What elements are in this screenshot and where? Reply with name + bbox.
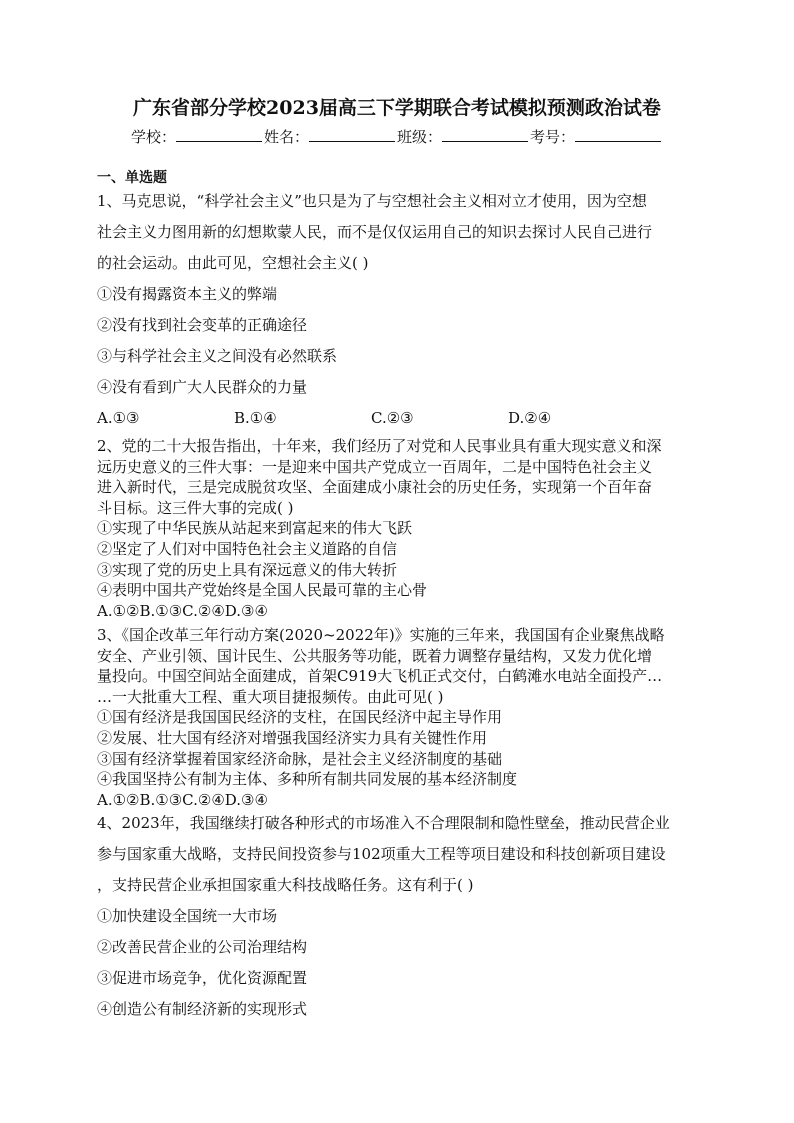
question-2-choices: A.①②B.①③C.②④D.③④ <box>97 601 268 620</box>
question-2-stem-line-2: 远历史意义的三件大事：一是迎来中国共产党成立一百周年，二是中国特色社会主义 <box>97 457 653 476</box>
question-3-option-2: ②发展、壮大国有经济对增强我国经济实力具有关键性作用 <box>97 728 488 747</box>
name-label: 姓名： <box>263 128 309 146</box>
question-1-choice-c: C.②③ <box>371 409 414 427</box>
question-4-stem-line-2: 参与国家重大战略，支持民间投资参与102项重大工程等项目建设和科技创新项目建设 <box>97 845 666 863</box>
question-1-option-2: ②没有找到社会变革的正确途径 <box>97 316 308 334</box>
number-label: 考号： <box>530 128 576 146</box>
question-3-stem-line-2: 安全、产业引领、国计民生、公共服务等功能，既着力调整存量结构，又发力优化增 <box>97 646 653 665</box>
question-4 <box>97 808 670 1025</box>
question-2-stem-line-3: 进入新时代，三是完成脱贫攻坚、全面建成小康社会的历史任务，实现第一个百年奋 <box>97 478 653 497</box>
question-2-stem-line-4: 斗目标。这三件大事的完成( ) <box>97 498 294 517</box>
question-1-choice-a: A.①③ <box>97 409 140 427</box>
question-3-choices: A.①②B.①③C.②④D.③④ <box>97 790 268 809</box>
question-1-option-4: ④没有看到广大人民群众的力量 <box>97 378 308 396</box>
question-1-option-3: ③与科学社会主义之间没有必然联系 <box>97 347 338 365</box>
question-3-stem-line-1: 3、《国企改革三年行动方案(2020~2022年)》实施的三年来，我国国有企业聚焦战略 <box>97 626 665 644</box>
question-3-stem-line-4: …一大批重大工程、重大项目捷报频传。由此可见( ) <box>97 687 444 706</box>
question-2-option-2: ②坚定了人们对中国特色社会主义道路的自信 <box>97 539 398 558</box>
question-4-stem-line-1: 4、2023年，我国继续打破各种形式的市场准入不合理限制和隐性壁垒，推动民营企业 <box>97 814 670 832</box>
question-4-option-3: ③促进市场竞争，优化资源配置 <box>97 969 308 987</box>
question-2 <box>97 436 662 621</box>
question-1-choice-d: D.②④ <box>508 409 552 427</box>
question-4-option-2: ②改善民营企业的公司治理结构 <box>97 938 308 956</box>
question-4-stem-line-3: ，支持民营企业承担国家重大科技战略任务。这有利于( ) <box>97 876 474 894</box>
question-2-option-3: ③实现了党的历史上具有深远意义的伟大转折 <box>97 560 398 579</box>
student-info-line <box>0 127 794 147</box>
question-4-option-1: ①加快建设全国统一大市场 <box>97 907 278 925</box>
question-1-stem-line-3: 的社会运动。由此可见，空想社会主义( ) <box>97 254 369 272</box>
question-3-option-3: ③国有经济掌握着国家经济命脉，是社会主义经济制度的基础 <box>97 749 503 768</box>
question-3-option-4: ④我国坚持公有制为主体、多种所有制共同发展的基本经济制度 <box>97 770 518 789</box>
question-1-choice-b: B.①④ <box>234 409 277 427</box>
school-label: 学校： <box>130 128 176 146</box>
question-1-choices <box>97 403 652 434</box>
number-blank <box>575 127 661 142</box>
question-2-option-1: ①实现了中华民族从站起来到富起来的伟大飞跃 <box>97 519 413 538</box>
name-blank <box>309 127 395 142</box>
question-1-option-1: ①没有揭露资本主义的弊端 <box>97 285 278 303</box>
section-heading: 一、单选题 <box>97 170 167 186</box>
question-3-option-1: ①国有经济是我国国民经济的支柱，在国民经济中起主导作用 <box>97 708 503 727</box>
school-blank <box>176 127 262 142</box>
question-3 <box>97 625 665 810</box>
question-1-stem-line-1: 1、马克思说，“科学社会主义”也只是为了与空想社会主义相对立才使用，因为空想 <box>97 192 647 210</box>
question-3-stem-line-3: 量投向。中国空间站全面建成，首架C919大飞机正式交付，白鹤滩水电站全面投产… <box>97 667 663 686</box>
question-1 <box>97 186 652 434</box>
class-label: 班级： <box>397 128 443 146</box>
page-title: 广东省部分学校2023届高三下学期联合考试模拟预测政治试卷 <box>133 97 661 119</box>
class-blank <box>442 127 528 142</box>
question-4-option-4: ④创造公有制经济新的实现形式 <box>97 1000 308 1018</box>
question-2-option-4: ④表明中国共产党始终是全国人民最可靠的主心骨 <box>97 581 428 600</box>
question-2-stem-line-1: 2、党的二十大报告指出，十年来，我们经历了对党和人民事业具有重大现实意义和深 <box>97 437 662 455</box>
question-1-stem-line-2: 社会主义力图用新的幻想欺蒙人民，而不是仅仅运用自己的知识去探讨人民自己进行 <box>97 223 653 241</box>
